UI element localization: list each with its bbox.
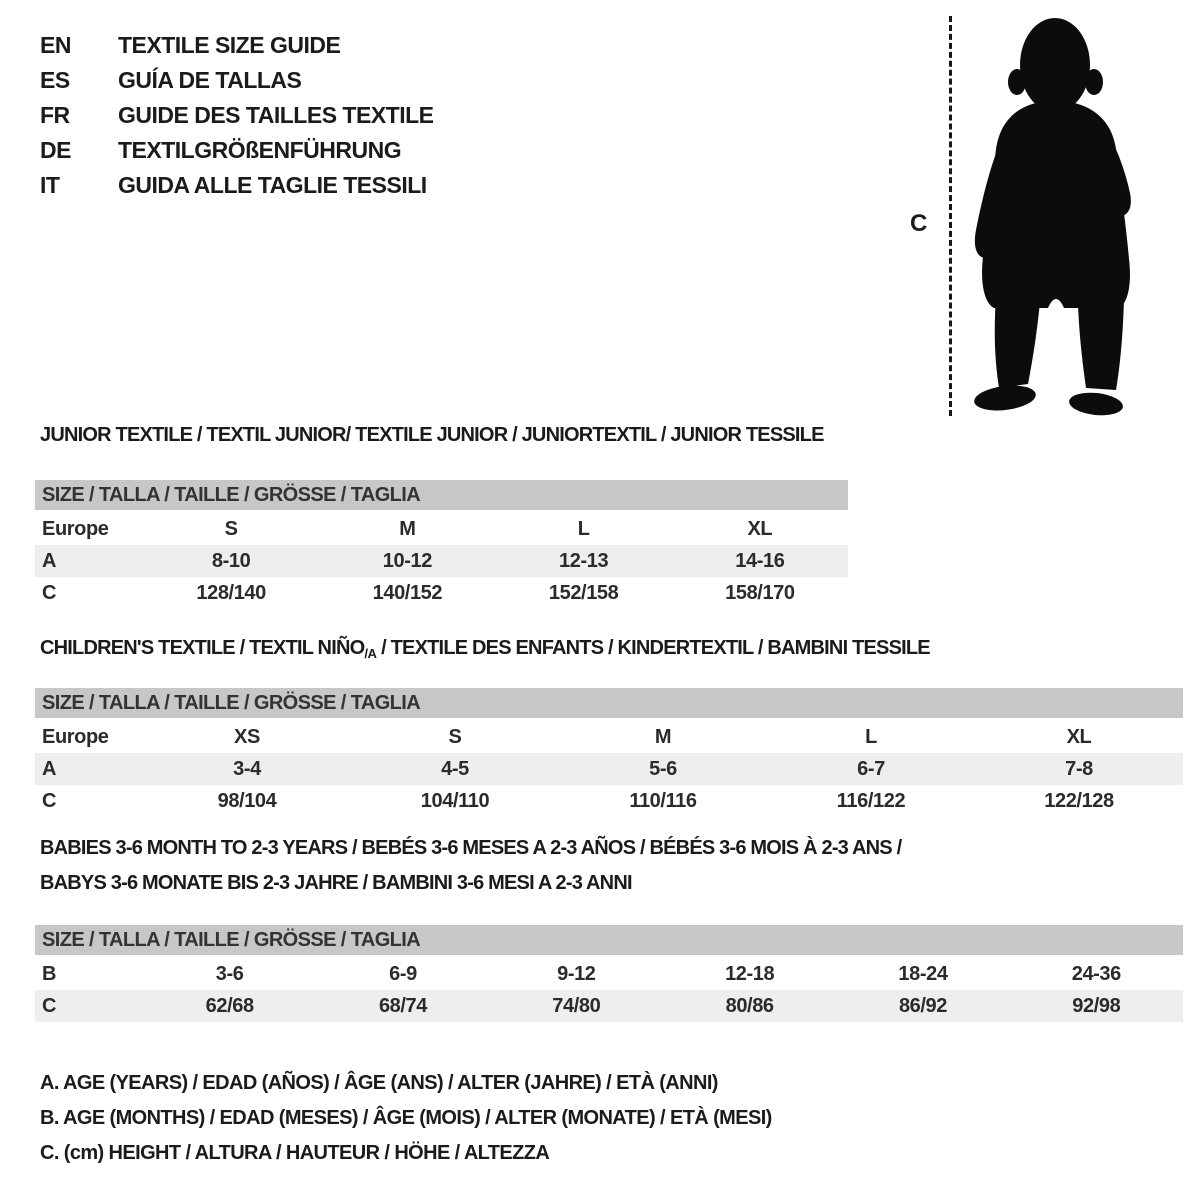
lang-code: EN	[40, 32, 71, 58]
table-cell: 12-13	[559, 549, 609, 572]
table-cell: 3-6	[215, 962, 244, 985]
table-header-row	[35, 513, 848, 545]
table-cell: 152/158	[548, 581, 619, 604]
table-cell: 7-8	[1065, 757, 1093, 780]
size-header-bar: SIZE / TALLA / TAILLE / GRÖSSE / TAGLIA	[35, 925, 1183, 955]
table-cell: 98/104	[217, 789, 277, 812]
table-cell: 110/116	[629, 789, 697, 812]
children-title-sub: /A	[364, 646, 377, 661]
table-cell: 4-5	[441, 757, 469, 780]
junior-size-table	[35, 480, 848, 609]
lang-code: FR	[40, 102, 70, 128]
lang-row-it	[40, 168, 434, 203]
measurement-legend	[40, 1066, 772, 1171]
size-header-bar: SIZE / TALLA / TAILLE / GRÖSSE / TAGLIA	[35, 688, 1183, 718]
column-header: XL	[1066, 725, 1092, 748]
row-label: A	[42, 549, 57, 572]
dashed-height-line	[949, 16, 952, 416]
column-header: XS	[234, 725, 260, 748]
table-cell: 128/140	[196, 581, 266, 604]
table-cell: 8-10	[211, 549, 251, 572]
table-cell: 122/128	[1044, 789, 1114, 812]
lang-title: TEXTILE SIZE GUIDE	[118, 32, 341, 58]
table-cell: 6-7	[857, 757, 885, 780]
table-cell: 80/86	[725, 994, 774, 1017]
table-row-height	[35, 785, 1183, 817]
table-cell: 24-36	[1071, 962, 1121, 985]
table-cell: 140/152	[372, 581, 443, 604]
table-row-age	[35, 753, 1183, 785]
lang-row-en	[40, 28, 434, 63]
table-cell: 74/80	[552, 994, 601, 1017]
column-header: S	[224, 517, 238, 540]
children-size-table	[35, 688, 1183, 817]
column-header: M	[654, 725, 672, 748]
table-row-height	[35, 990, 1183, 1022]
height-measure-label: C	[910, 210, 928, 237]
babies-section-title	[40, 831, 960, 901]
babies-title-line2: BABYS 3-6 MONATE BIS 2-3 JAHRE / BAMBINI 3-6 MESI A 2-3 ANNI	[40, 872, 632, 894]
lang-title: GUIDA ALLE TAGLIE TESSILI	[118, 172, 427, 198]
table-cell: 18-24	[898, 962, 948, 985]
lang-row-fr	[40, 98, 434, 133]
lang-title: TEXTILGRÖßENFÜHRUNG	[118, 137, 402, 163]
table-cell: 6-9	[389, 962, 417, 985]
children-title-rest: / TEXTILE DES ENFANTS / KINDERTEXTIL / BAMBINI TESSILE	[376, 637, 930, 659]
lang-code: ES	[40, 67, 70, 93]
column-header: Europe	[42, 517, 109, 540]
table-row-months	[35, 958, 1183, 990]
table-cell: 12-18	[725, 962, 775, 985]
column-header: L	[577, 517, 590, 540]
column-header: M	[399, 517, 416, 540]
table-cell: 86/92	[898, 994, 947, 1017]
table-cell: 9-12	[557, 962, 596, 985]
row-label: C	[42, 994, 57, 1017]
lang-code: DE	[40, 137, 71, 163]
column-header: S	[448, 725, 462, 748]
table-cell: 5-6	[649, 757, 677, 780]
legend-line-a: A. AGE (YEARS) / EDAD (AÑOS) / ÂGE (ANS) / ALTER (JAHRE) / ETÀ (ANNI)	[40, 1072, 718, 1094]
size-header-bar: SIZE / TALLA / TAILLE / GRÖSSE / TAGLIA	[35, 480, 848, 510]
table-cell: 158/170	[725, 581, 795, 604]
column-header: XL	[747, 517, 773, 540]
babies-title-line1: BABIES 3-6 MONTH TO 2-3 YEARS / BEBÉS 3-6 MESES A 2-3 AÑOS / BÉBÉS 3-6 MOIS À 2-3 ANS /	[40, 837, 902, 859]
row-label: B	[42, 962, 57, 985]
table-cell: 92/98	[1072, 994, 1121, 1017]
table-cell: 14-16	[735, 549, 785, 572]
table-header-row	[35, 721, 1183, 753]
row-label: C	[42, 789, 57, 812]
table-cell: 62/68	[205, 994, 254, 1017]
lang-code: IT	[40, 172, 60, 198]
table-row-age	[35, 545, 848, 577]
lang-row-es	[40, 63, 434, 98]
table-cell: 104/110	[420, 789, 490, 812]
table-cell: 116/122	[836, 789, 906, 812]
table-cell: 68/74	[378, 994, 428, 1017]
column-header: Europe	[42, 725, 109, 748]
junior-section-title: JUNIOR TEXTILE / TEXTIL JUNIOR/ TEXTILE JUNIOR / JUNIORTEXTIL / JUNIOR TESSILE	[40, 424, 824, 446]
legend-line-c: C. (cm) HEIGHT / ALTURA / HAUTEUR / HÖHE / ALTEZZA	[40, 1142, 550, 1164]
table-cell: 10-12	[382, 549, 432, 572]
babies-size-table	[35, 925, 1183, 1022]
lang-title: GUÍA DE TALLAS	[118, 67, 302, 93]
children-section-title	[40, 637, 930, 661]
language-title-list	[40, 28, 434, 203]
lang-row-de	[40, 133, 434, 168]
table-cell: 3-4	[233, 757, 261, 780]
row-label: C	[42, 581, 57, 604]
column-header: L	[865, 725, 877, 748]
table-row-height	[35, 577, 848, 609]
lang-title: GUIDE DES TAILLES TEXTILE	[118, 102, 434, 128]
row-label: A	[42, 757, 57, 780]
legend-line-b: B. AGE (MONTHS) / EDAD (MESES) / ÂGE (MOIS) / ALTER (MONATE) / ETÀ (MESI)	[40, 1107, 772, 1129]
children-title-main: CHILDREN'S TEXTILE / TEXTIL NIÑO	[40, 637, 365, 659]
baby-silhouette-icon	[967, 16, 1139, 423]
